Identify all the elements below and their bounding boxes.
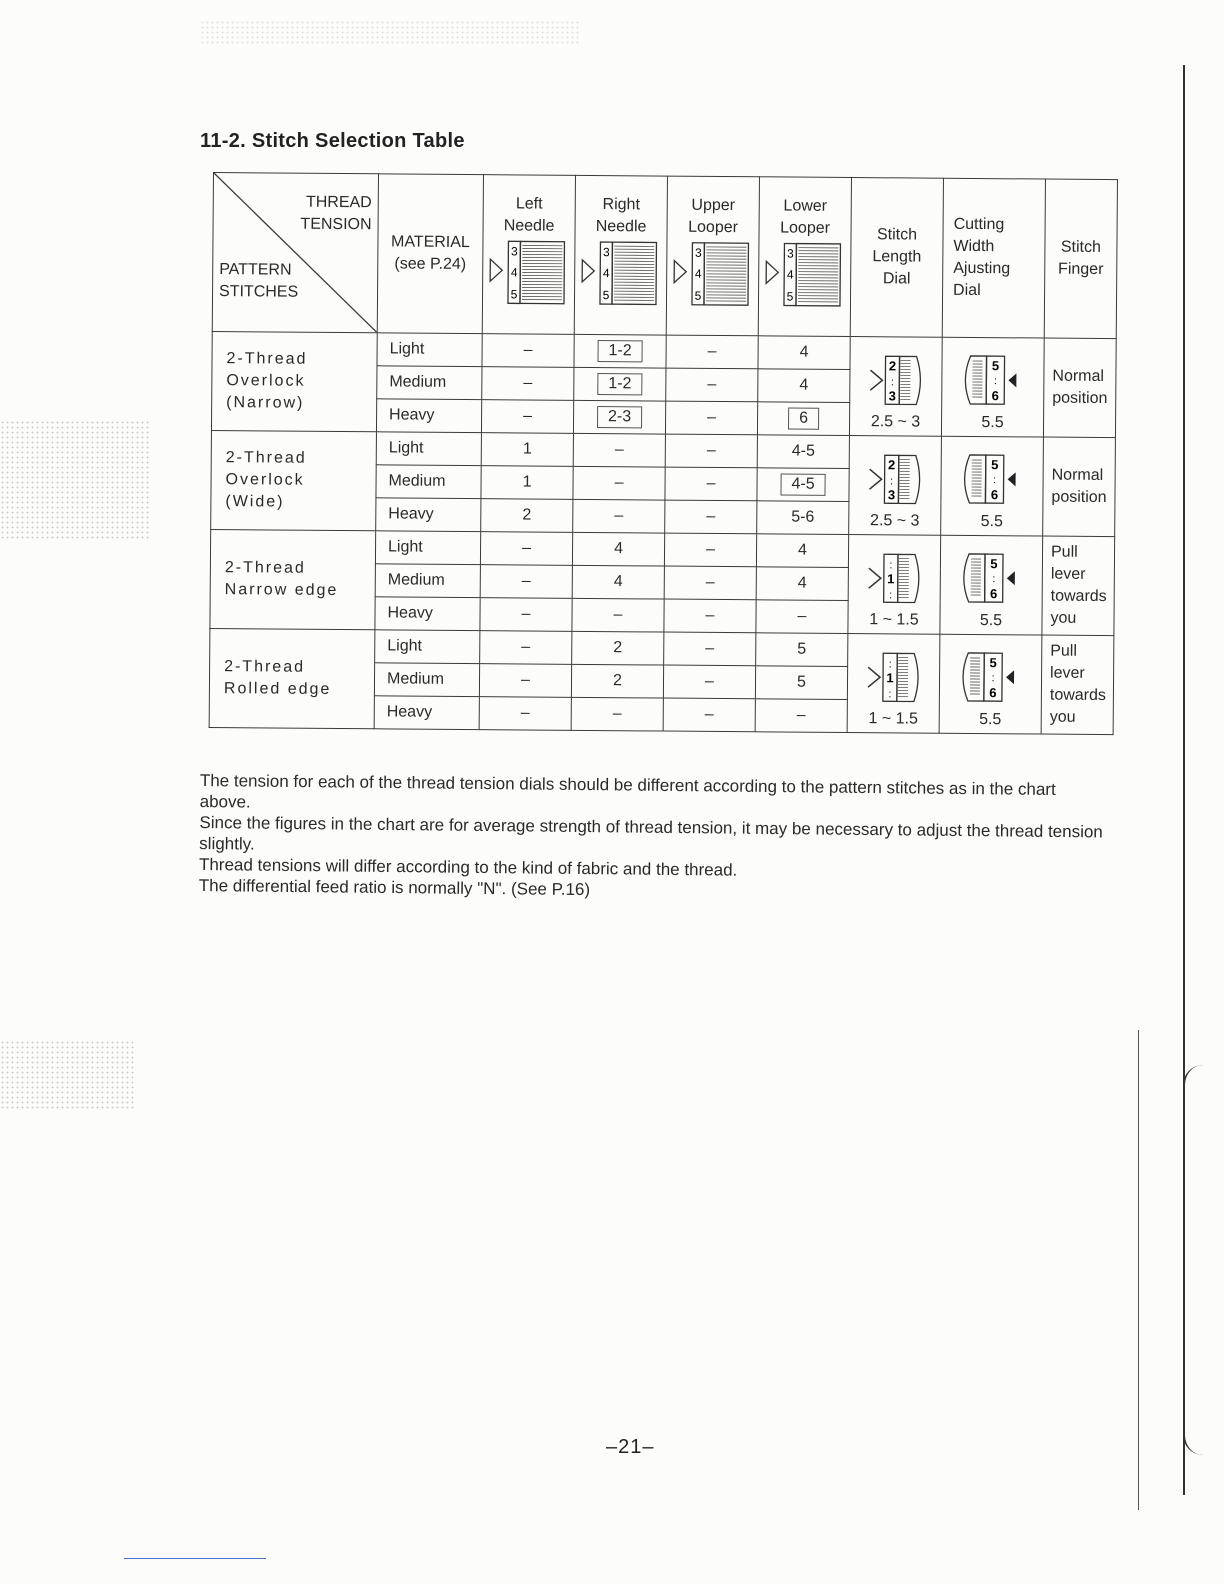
left-needle-value: – bbox=[479, 664, 571, 698]
stitch-finger-line: you bbox=[1049, 708, 1076, 726]
right-needle-label: Right bbox=[602, 195, 640, 213]
table-row bbox=[210, 529, 1114, 569]
thread-label: THREAD bbox=[305, 193, 372, 212]
stitch-length-value: 2.5 ~ 3 bbox=[870, 512, 920, 530]
note-4: The differential feed ratio is normally "N". (See P.16) bbox=[198, 875, 591, 900]
upper-looper-value: – bbox=[664, 533, 756, 567]
right-needle-value bbox=[573, 499, 665, 533]
stitch-finger-cell bbox=[1041, 635, 1114, 735]
stitch-finger-header bbox=[1044, 179, 1117, 339]
stitch-length-dial-icon bbox=[861, 651, 925, 709]
left-needle-label-2: Needle bbox=[503, 216, 555, 235]
svg-text:1: 1 bbox=[885, 670, 894, 686]
left-needle-value: – bbox=[481, 400, 573, 434]
section-title: 11-2. Stitch Selection Table bbox=[200, 130, 465, 152]
stitch-length-cell bbox=[847, 634, 940, 734]
lower-looper-text: 5 bbox=[796, 673, 807, 691]
right-needle-value bbox=[572, 565, 664, 599]
upper-looper-value: – bbox=[665, 467, 757, 501]
material-ref: (see P.24) bbox=[394, 255, 467, 273]
scan-speckle bbox=[0, 1040, 135, 1110]
svg-text:5: 5 bbox=[694, 288, 701, 303]
material-cell: Heavy bbox=[376, 498, 481, 532]
left-needle-value: 2 bbox=[481, 499, 573, 533]
cutting-width-dial-icon bbox=[957, 452, 1027, 512]
svg-text:5: 5 bbox=[989, 556, 998, 572]
cutting-width-value: 5.5 bbox=[979, 612, 1003, 630]
cutting-width-dial-icon bbox=[956, 551, 1026, 611]
left-needle-value: 1 bbox=[481, 433, 573, 467]
lower-looper-text: 4 bbox=[799, 343, 809, 361]
svg-text:2: 2 bbox=[888, 358, 896, 374]
lower-looper-value bbox=[756, 600, 848, 634]
lower-looper-label: Lower bbox=[783, 196, 828, 215]
stitch-length-dial-icon bbox=[863, 453, 927, 511]
svg-text:5: 5 bbox=[510, 286, 517, 301]
lower-looper-label-2: Looper bbox=[780, 218, 831, 237]
left-needle-value: – bbox=[482, 334, 574, 368]
stitch-finger-line: lever bbox=[1050, 565, 1086, 583]
lower-looper-value bbox=[756, 633, 848, 667]
right-needle-text: – bbox=[614, 441, 624, 459]
stitch-length-label-3: Dial bbox=[882, 270, 911, 288]
svg-text::: : bbox=[990, 672, 995, 685]
left-needle-value: – bbox=[480, 631, 572, 665]
upper-looper-value: – bbox=[664, 599, 756, 633]
svg-text:6: 6 bbox=[990, 487, 998, 503]
cutting-width-header bbox=[942, 178, 1045, 338]
lower-looper-header bbox=[758, 177, 851, 337]
svg-text::: : bbox=[887, 688, 891, 701]
note-2: Since the figures in the chart are for average strength of thread tension, it may be necessary to adjust the thread tension slightly. bbox=[199, 812, 1103, 854]
right-needle-header bbox=[574, 175, 667, 335]
upper-looper-header bbox=[666, 176, 759, 336]
svg-text:4: 4 bbox=[786, 267, 794, 282]
left-needle-value: – bbox=[482, 367, 574, 401]
material-cell: Medium bbox=[377, 366, 482, 400]
material-cell: Light bbox=[375, 531, 480, 565]
page-edge-line bbox=[1138, 1030, 1139, 1510]
lower-looper-text: – bbox=[797, 607, 807, 625]
upper-looper-value: – bbox=[663, 698, 755, 732]
right-needle-value bbox=[572, 532, 664, 566]
stitch-length-cell bbox=[848, 535, 941, 635]
cutting-width-cell bbox=[940, 535, 1043, 635]
svg-text::: : bbox=[991, 573, 995, 586]
svg-text::: : bbox=[888, 589, 892, 602]
right-needle-text: 4 bbox=[613, 573, 623, 591]
pattern-line: Rolled edge bbox=[223, 680, 332, 698]
stitch-finger-line: position bbox=[1052, 389, 1108, 408]
svg-text:1: 1 bbox=[886, 571, 895, 587]
material-cell: Heavy bbox=[375, 597, 480, 631]
svg-text:5: 5 bbox=[990, 457, 998, 473]
right-needle-text: – bbox=[612, 705, 622, 723]
stitch-finger-line: Pull bbox=[1050, 543, 1078, 561]
svg-text::: : bbox=[993, 375, 997, 388]
lower-looper-boxed-value: 6 bbox=[788, 408, 819, 430]
right-needle-text: 2 bbox=[613, 639, 623, 657]
svg-text:3: 3 bbox=[786, 246, 794, 261]
right-needle-text: – bbox=[613, 606, 623, 624]
svg-text:3: 3 bbox=[510, 243, 518, 258]
right-needle-boxed-value: 1-2 bbox=[597, 373, 642, 395]
upper-looper-value: – bbox=[665, 401, 757, 435]
svg-text::: : bbox=[889, 475, 893, 488]
svg-text:3: 3 bbox=[887, 487, 895, 503]
pattern-line: 2-Thread bbox=[224, 559, 306, 577]
lower-looper-value bbox=[758, 336, 850, 370]
cutting-width-cell bbox=[939, 634, 1042, 734]
cutting-width-value: 5.5 bbox=[980, 513, 1003, 531]
material-label: MATERIAL bbox=[390, 233, 470, 252]
stitch-finger-line: you bbox=[1050, 609, 1077, 627]
svg-text:5: 5 bbox=[988, 655, 997, 671]
tension-dial-icon bbox=[577, 237, 664, 317]
upper-looper-value: – bbox=[666, 368, 758, 402]
stitch-finger-line: position bbox=[1051, 488, 1107, 507]
material-cell: Light bbox=[376, 432, 481, 466]
svg-text:6: 6 bbox=[991, 388, 999, 404]
stitch-length-value: 1 ~ 1.5 bbox=[868, 710, 918, 728]
stitch-length-label-2: Length bbox=[872, 248, 922, 266]
svg-text::: : bbox=[992, 474, 996, 487]
table-body bbox=[209, 331, 1116, 734]
pattern-label: PATTERN bbox=[219, 261, 292, 279]
lower-looper-text: 5-6 bbox=[791, 508, 815, 526]
right-needle-text: 4 bbox=[614, 540, 624, 558]
upper-looper-label-2: Looper bbox=[688, 218, 739, 236]
upper-looper-value: – bbox=[663, 665, 755, 699]
cutting-width-dial-icon bbox=[958, 353, 1028, 413]
cutting-width-label: Cutting bbox=[953, 215, 1005, 234]
tension-label: TENSION bbox=[300, 215, 372, 234]
cutting-width-dial-icon bbox=[955, 650, 1025, 710]
scan-mark bbox=[124, 1558, 266, 1559]
pattern-line: 2-Thread bbox=[226, 350, 308, 368]
lower-looper-boxed-value: 4-5 bbox=[780, 473, 825, 495]
right-needle-label-2: Needle bbox=[595, 217, 647, 235]
note-1: The tension for each of the thread tension dials should be different according to the pattern stitches as in the chart above. bbox=[199, 770, 1056, 812]
note-3: Thread tensions will differ according to the kind of fabric and the thread. bbox=[198, 854, 738, 880]
right-needle-value bbox=[573, 433, 665, 467]
upper-looper-value: – bbox=[664, 566, 756, 600]
svg-text:4: 4 bbox=[694, 266, 702, 281]
stitch-finger-cell bbox=[1042, 536, 1115, 636]
left-needle-value: – bbox=[480, 565, 572, 599]
tension-dial-icon bbox=[761, 239, 848, 319]
upper-looper-value: – bbox=[665, 500, 757, 534]
lower-looper-text: 4 bbox=[797, 574, 807, 592]
pattern-line: Overlock bbox=[225, 471, 305, 489]
right-needle-text: – bbox=[614, 474, 624, 492]
stitch-length-dial-icon bbox=[864, 354, 928, 412]
cutting-width-value: 5.5 bbox=[979, 711, 1002, 729]
pattern-stitch-cell bbox=[211, 331, 377, 431]
lower-looper-value bbox=[757, 468, 849, 502]
material-cell: Heavy bbox=[376, 399, 481, 433]
lower-looper-value bbox=[755, 666, 847, 700]
left-needle-value: – bbox=[480, 532, 572, 566]
right-needle-value bbox=[574, 367, 666, 401]
stitch-length-header bbox=[850, 178, 943, 338]
left-needle-header bbox=[482, 175, 575, 335]
upper-looper-label: Upper bbox=[691, 196, 736, 214]
upper-looper-value: – bbox=[666, 335, 758, 369]
right-needle-value bbox=[572, 631, 664, 665]
material-cell: Medium bbox=[374, 663, 479, 697]
lower-looper-value bbox=[758, 369, 850, 403]
corner-header bbox=[212, 173, 378, 333]
stitch-finger-label: Stitch bbox=[1060, 238, 1102, 256]
svg-text:5: 5 bbox=[786, 289, 793, 304]
lower-looper-value bbox=[757, 435, 849, 469]
pattern-line: Narrow edge bbox=[224, 581, 339, 599]
pattern-stitch-cell bbox=[210, 529, 376, 629]
lower-looper-text: – bbox=[796, 706, 806, 724]
cutting-width-value: 5.5 bbox=[981, 414, 1004, 432]
stitch-length-cell bbox=[849, 337, 942, 437]
table-row bbox=[210, 628, 1114, 668]
svg-text:4: 4 bbox=[510, 264, 518, 279]
pattern-line: 2-Thread bbox=[225, 449, 307, 467]
pattern-line: (Wide) bbox=[225, 493, 285, 511]
cutting-width-label-4: Dial bbox=[953, 281, 981, 300]
scan-speckle bbox=[0, 420, 150, 540]
stitch-length-value: 2.5 ~ 3 bbox=[870, 413, 921, 431]
material-header bbox=[377, 174, 483, 334]
right-needle-value bbox=[573, 400, 665, 434]
pattern-line: (Narrow) bbox=[226, 394, 305, 412]
stitch-finger-line: Normal bbox=[1052, 367, 1105, 386]
material-cell: Medium bbox=[376, 465, 481, 499]
pattern-line: Overlock bbox=[226, 372, 306, 390]
right-needle-text: 2 bbox=[612, 672, 623, 690]
cutting-width-label-2: Width bbox=[953, 237, 995, 256]
notes-block bbox=[199, 770, 1110, 906]
material-cell: Medium bbox=[375, 564, 480, 598]
lower-looper-text: 5 bbox=[797, 640, 807, 658]
right-needle-value bbox=[571, 664, 663, 698]
stitch-length-cell bbox=[849, 436, 942, 536]
tension-dial-icon bbox=[669, 238, 756, 318]
upper-looper-value: – bbox=[664, 632, 756, 666]
lower-looper-value bbox=[755, 699, 847, 733]
stitch-finger-line: Pull bbox=[1050, 642, 1078, 660]
pattern-stitch-cell bbox=[211, 430, 377, 530]
page-number: –21– bbox=[606, 1436, 655, 1458]
lower-looper-text: 4-5 bbox=[791, 442, 815, 460]
lower-looper-text: 4 bbox=[798, 541, 808, 559]
svg-text:3: 3 bbox=[602, 244, 610, 259]
lower-looper-value bbox=[757, 402, 849, 436]
lower-looper-text: 4 bbox=[799, 376, 809, 394]
right-needle-boxed-value: 2-3 bbox=[597, 406, 642, 428]
scan-speckle bbox=[200, 20, 580, 44]
svg-text:2: 2 bbox=[887, 457, 895, 473]
lower-looper-value bbox=[756, 534, 848, 568]
upper-looper-value: – bbox=[665, 434, 757, 468]
right-needle-boxed-value: 1-2 bbox=[597, 340, 642, 362]
table-header-row bbox=[212, 173, 1117, 339]
stitch-finger-line: towards bbox=[1049, 686, 1107, 705]
lower-looper-value bbox=[757, 501, 849, 535]
svg-text::: : bbox=[890, 376, 894, 389]
right-needle-value bbox=[573, 466, 665, 500]
svg-text:5: 5 bbox=[602, 287, 609, 302]
material-cell: Light bbox=[377, 333, 482, 367]
cutting-width-cell bbox=[941, 337, 1044, 437]
stitch-finger-cell bbox=[1043, 437, 1116, 537]
stitch-finger-label-2: Finger bbox=[1058, 260, 1104, 278]
svg-text::: : bbox=[888, 559, 893, 572]
table-row bbox=[212, 331, 1116, 371]
svg-text:3: 3 bbox=[888, 388, 896, 404]
material-cell: Light bbox=[375, 630, 480, 664]
stitch-selection-table bbox=[209, 172, 1118, 735]
stitch-length-value: 1 ~ 1.5 bbox=[869, 611, 919, 629]
stitches-label: STITCHES bbox=[218, 283, 299, 301]
svg-text:6: 6 bbox=[988, 685, 997, 701]
lower-looper-value bbox=[756, 567, 848, 601]
right-needle-text: – bbox=[614, 507, 624, 525]
stitch-finger-line: Normal bbox=[1051, 466, 1104, 485]
stitch-length-dial-icon bbox=[862, 552, 926, 610]
stitch-length-label: Stitch bbox=[876, 226, 918, 244]
cutting-width-label-3: Ajusting bbox=[953, 259, 1011, 278]
tension-dial-icon bbox=[485, 237, 572, 317]
stitch-finger-cell bbox=[1043, 338, 1116, 438]
pattern-stitch-cell bbox=[209, 628, 375, 728]
svg-text:4: 4 bbox=[602, 265, 610, 280]
svg-text:5: 5 bbox=[991, 358, 999, 374]
right-needle-value bbox=[572, 598, 664, 632]
pattern-line: 2-Thread bbox=[224, 658, 306, 676]
left-needle-value: – bbox=[480, 598, 572, 632]
material-cell: Heavy bbox=[374, 696, 479, 730]
svg-text:3: 3 bbox=[694, 245, 702, 260]
binding-curve bbox=[1183, 1065, 1207, 1455]
svg-text:6: 6 bbox=[989, 586, 997, 602]
right-needle-value bbox=[571, 697, 663, 731]
left-needle-label: Left bbox=[515, 194, 543, 213]
left-needle-value: 1 bbox=[481, 466, 573, 500]
right-needle-value bbox=[574, 334, 666, 368]
table-row bbox=[211, 430, 1115, 470]
svg-text::: : bbox=[888, 658, 892, 671]
left-needle-value: – bbox=[479, 697, 571, 731]
cutting-width-cell bbox=[941, 436, 1044, 536]
stitch-finger-line: towards bbox=[1050, 587, 1107, 606]
stitch-finger-line: lever bbox=[1050, 664, 1085, 682]
